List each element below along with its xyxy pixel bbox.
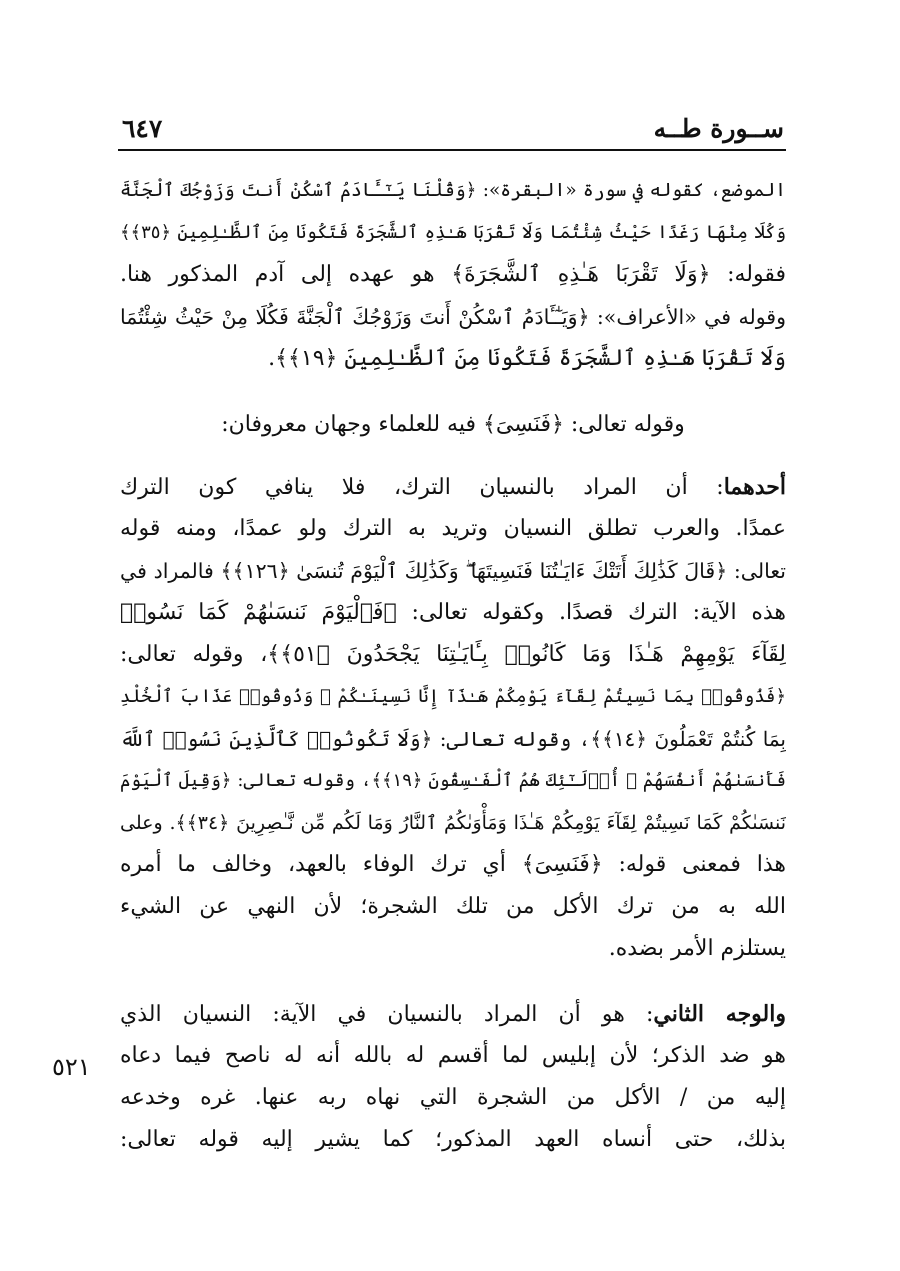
text-line: بذلك، حتى أنساه العهد المذكور؛ كما يشير إليه قوله تعالى: [120, 1127, 786, 1152]
text-line: عمدًا. والعرب تطلق النسيان وتريد به الترك ولو عمدًا، ومنه قوله [120, 516, 786, 541]
text-line: هو ضد الذكر؛ لأن إبليس لما أقسم له بالله أنه له ناصح فيما دعاه [120, 1043, 786, 1068]
text-line: وقوله تعالى: ﴿فَنَسِىَ﴾ فيه للعلماء وجهان معروفان: [221, 412, 685, 437]
text-line: وَلَا تَقْرَبَا هَـٰذِهِ ٱلشَّجَرَةَ فَتَكُونَا مِنَ ٱلظَّـٰلِمِينَ ﴿١٩﴾﴾. [268, 346, 786, 371]
text-line: ﴿فَذُوقُوا۟ بِمَا نَسِيتُمْ لِقَآءَ يَوْمِكُمْ هَـٰذَآ إِنَّا نَسِينَـٰكُمْ ۖ وَذُوقُوا۟ عَذَابَ ٱلْخُلْدِ [120, 686, 786, 707]
text-line: فقوله: ﴿وَلَا تَقْرَبَا هَـٰذِهِ ٱلشَّجَرَةَ﴾ هو عهده إلى آدم المذكور هنا. [120, 262, 786, 287]
section-lead: أحدهما [723, 474, 786, 500]
text-line: وَكُلَا مِنْهَا رَغَدًا حَيْثُ شِئْتُمَا وَلَا تَقْرَبَا هَـٰذِهِ ٱلشَّجَرَةَ فَتَكُونَا مِنَ ٱلظَّـٰلِمِينَ ﴿٣٥﴾﴾ [120, 222, 786, 243]
header-rule [118, 149, 786, 151]
text-line: الله به من ترك الأكل من تلك الشجرة؛ لأن النهي عن الشيء [120, 894, 786, 919]
text-line: إليه من / الأكل من الشجرة التي نهاه ربه عنها. غره وخدعه [120, 1085, 786, 1110]
paragraph-2 [120, 466, 786, 970]
paragraph-1 [120, 170, 786, 380]
text-line: هذا فمعنى قوله: ﴿فَنَسِىَ﴾ أي ترك الوفاء بالعهد، وخالف ما أمره [120, 852, 786, 877]
text-line: فَأَنسَىٰهُمْ أَنفُسَهُمْ ۚ أُو۟لَـٰٓئِكَ هُمُ ٱلْفَـٰسِقُونَ ﴿١٩﴾﴾، وقوله تعالى: ﴿وَقِيلَ ٱلْيَوْمَ [120, 770, 786, 791]
section-lead: والوجه الثاني [653, 1001, 786, 1027]
page-header [118, 108, 786, 148]
text-line: يستلزم الأمر بضده. [608, 936, 786, 961]
margin-page-number: ٥٢١ [52, 1053, 91, 1081]
centered-statement [120, 404, 786, 446]
page-number: ٦٤٧ [122, 114, 163, 143]
text-line-rest: : أن المراد بالنسيان الترك، فلا ينافي كون الترك [120, 475, 724, 500]
text-line: نَنسَىٰكُمْ كَمَا نَسِيتُمْ لِقَآءَ يَوْمِكُمْ هَـٰذَا وَمَأْوَىٰكُمُ ٱلنَّارُ وَمَا لَكُم مِّن نَّـٰصِرِينَ ﴿٣٤﴾﴾. وعلى [120, 812, 786, 834]
surah-title: ســورة طــه [653, 114, 784, 143]
text-line: تعالى: ﴿قَالَ كَذَٰلِكَ أَتَتْكَ ءَايَـٰتُنَا فَنَسِيتَهَا ۖ وَكَذَٰلِكَ ٱلْيَوْمَ تُنسَىٰ ﴿١٢٦﴾﴾ فالمراد في [120, 559, 786, 583]
text-line: بِمَا كُنتُمْ تَعْمَلُونَ ﴿١٤﴾﴾، وقوله تعالى: ﴿وَلَا تَكُونُوا۟ كَٱلَّذِينَ نَسُوا۟ ٱللَّهَ [120, 727, 786, 751]
paragraph-3 [120, 993, 786, 1161]
text-line [120, 466, 786, 508]
text-line: لِقَآءَ يَوْمِهِمْ هَـٰذَا وَمَا كَانُوا۟ بِـَٔايَـٰتِنَا يَجْحَدُونَ ﴿٥١﴾﴾، وقوله تعالى: [120, 642, 786, 667]
text-line: هذه الآية: الترك قصدًا. وكقوله تعالى: ﴿فَٱلْيَوْمَ نَنسَىٰهُمْ كَمَا نَسُوا۟ [120, 600, 786, 625]
text-line: الموضع، كقوله في سورة «البقرة»: ﴿وَقُلْنَا يَـٰٓـَٔادَمُ ٱسْكُنْ أَنتَ وَزَوْجُكَ ٱلْجَنَّةَ [120, 180, 786, 201]
text-line: وقوله في «الأعراف»: ﴿وَيَـٰٓـَٔادَمُ ٱسْكُنْ أَنتَ وَزَوْجُكَ ٱلْجَنَّةَ فَكُلَا مِنْ حَيْثُ شِئْتُمَا [120, 305, 786, 329]
text-line-rest: : هو أن المراد بالنسيان في الآية: النسيان الذي [120, 1002, 654, 1027]
text-line [120, 993, 786, 1035]
